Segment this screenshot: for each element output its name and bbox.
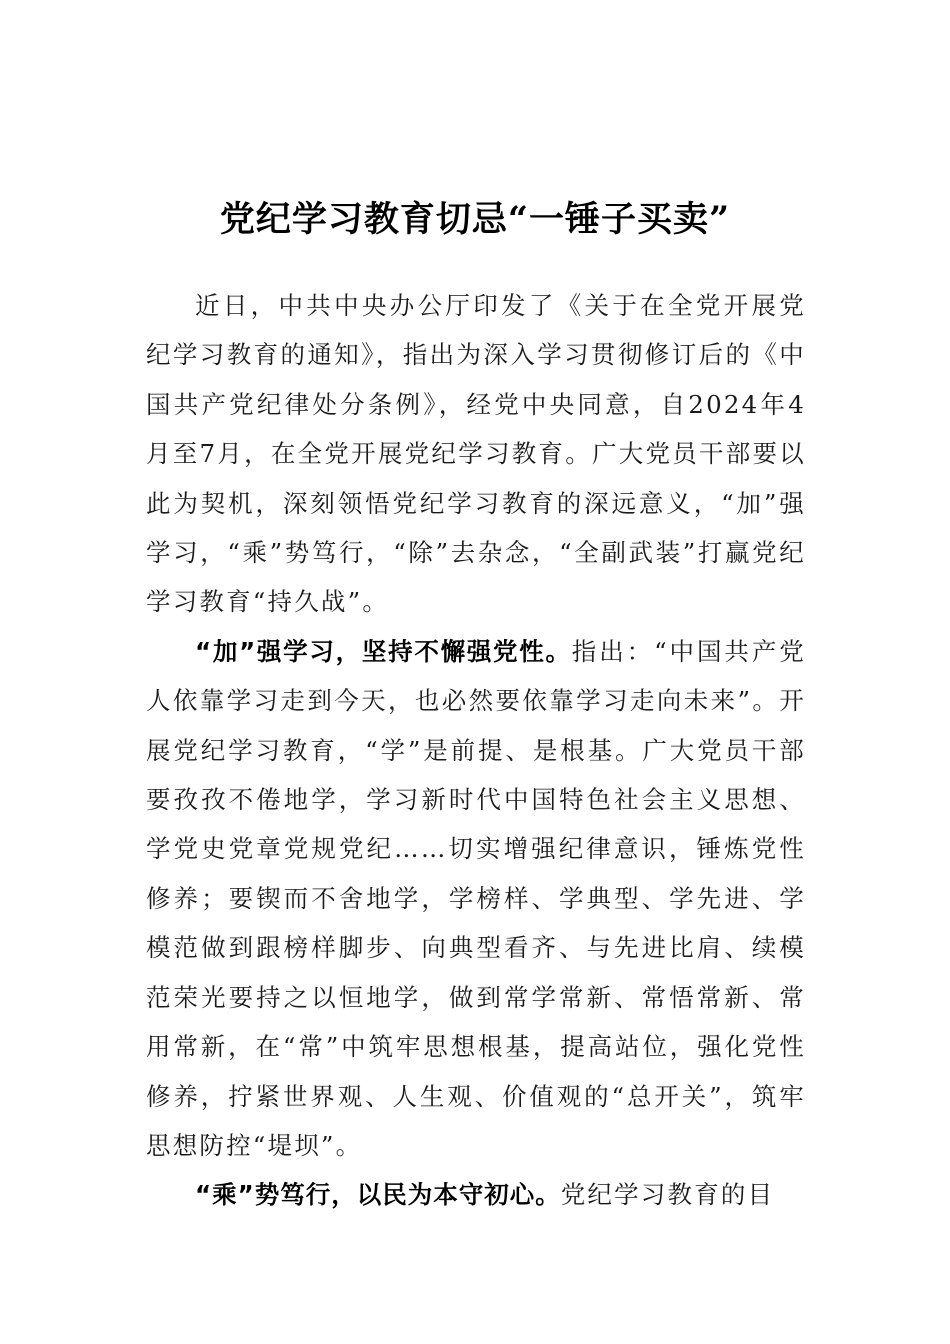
paragraph-lead: “加”强学习，坚持不懈强党性。	[195, 636, 572, 666]
paragraph-lead: “乘”势笃行，以民为本守初心。	[195, 1180, 561, 1210]
paragraph-text: 近日，中共中央办公厅印发了《关于在全党开展党纪学习教育的通知》，指出为深入学习贯彻修订后的《中国共产党纪律处分条例》，经党中央同意，自2024年4月至7月，在全党开展党纪学习教育。广大党员干部要以此为契机，深刻领悟党纪学习教育的深远意义，“加”强学习，“乘”势笃行，“除”去杂念，“全副武装”打赢党纪学习教育“持久战”。	[146, 291, 806, 617]
paragraph-practice	[146, 1170, 806, 1219]
paragraph-text: 指出：“中国共产党人依靠学习走到今天，也必然要依靠学习走向未来”。开展党纪学习教育，“学”是前提、是根基。广大党员干部要孜孜不倦地学，学习新时代中国特色社会主义思想、学党史党章党规党纪……切实增强纪律意识，锤炼党性修养；要锲而不舍地学，学榜样、学典型、学先进、学模范做到跟榜样脚步、向典型看齐、与先进比肩、续模范荣光要持之以恒地学，做到常学常新、常悟常新、常用常新，在“常”中筑牢思想根基，提高站位，强化党性修养，拧紧世界观、人生观、价值观的“总开关”，筑牢思想防控“堤坝”。	[146, 636, 807, 1160]
document-body	[146, 281, 806, 1220]
document-title: 党纪学习教育切忌“一锤子买卖”	[219, 199, 731, 241]
paragraph-strengthen-learning	[146, 627, 806, 1170]
paragraph-text: 党纪学习教育的目	[560, 1180, 775, 1210]
paragraph-intro	[146, 281, 806, 627]
